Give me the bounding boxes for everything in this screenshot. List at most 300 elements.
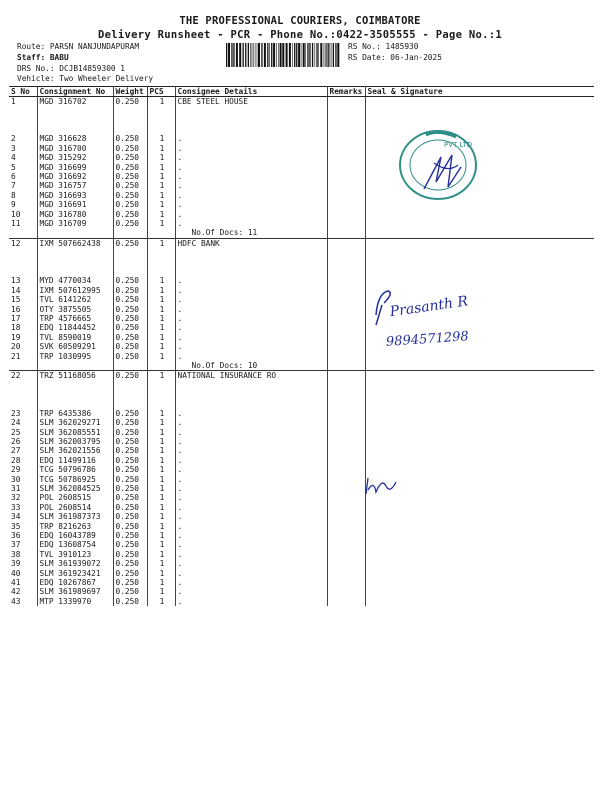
cell-consignee: .: [175, 522, 327, 531]
cell-pcs: 1: [147, 456, 175, 465]
cell-sno: 40: [9, 569, 37, 578]
cell-weight: 0.250: [113, 210, 147, 219]
blank-cell: [175, 106, 327, 134]
table-row: [9, 437, 594, 446]
cell-consignee: .: [175, 446, 327, 455]
cell-consignment: TVL 3910123: [37, 550, 113, 559]
table-row: [9, 286, 594, 295]
cell-sno: 26: [9, 437, 37, 446]
barcode-bar: [298, 43, 300, 67]
cell-weight: 0.250: [113, 181, 147, 190]
cell-consignee: .: [175, 323, 327, 332]
cell-remarks: [327, 305, 365, 314]
table-row: [9, 418, 594, 427]
table-row: [9, 493, 594, 502]
cell-weight: 0.250: [113, 172, 147, 181]
table-row: [9, 540, 594, 549]
barcode-bar: [333, 43, 334, 67]
receiver-initials: [360, 470, 410, 500]
cell-weight: 0.250: [113, 418, 147, 427]
cell-remarks: [327, 550, 365, 559]
cell-pcs: 1: [147, 352, 175, 361]
cell-pcs: 1: [147, 305, 175, 314]
cell-consignee: .: [175, 540, 327, 549]
cell-signature: [365, 219, 594, 228]
barcode-bar: [228, 43, 230, 67]
barcode-bar: [271, 43, 272, 67]
cell-sno: 18: [9, 323, 37, 332]
barcode-bar: [307, 43, 308, 67]
cell-consignee: .: [175, 210, 327, 219]
cell-consignment: SLM 362085551: [37, 428, 113, 437]
blank-cell: [327, 361, 365, 371]
blank-cell: [113, 361, 147, 371]
cell-remarks: [327, 597, 365, 606]
cell-consignee: .: [175, 342, 327, 351]
cell-weight: 0.250: [113, 597, 147, 606]
runsheet-table: [9, 86, 594, 606]
cell-weight: 0.250: [113, 569, 147, 578]
cell-consignment: TRZ 51168056: [37, 371, 113, 381]
cell-consignment: MGD 316780: [37, 210, 113, 219]
cell-pcs: 1: [147, 163, 175, 172]
barcode-bar: [273, 43, 275, 67]
cell-sno: 38: [9, 550, 37, 559]
cell-consignee: .: [175, 295, 327, 304]
cell-pcs: 1: [147, 446, 175, 455]
barcode-bar: [292, 43, 293, 67]
blank-row: [9, 248, 594, 276]
cell-consignee: .: [175, 512, 327, 521]
cell-consignment: TRP 6435386: [37, 409, 113, 418]
barcode-bar: [243, 43, 244, 67]
cell-remarks: [327, 342, 365, 351]
table-row: [9, 446, 594, 455]
cell-pcs: 1: [147, 144, 175, 153]
cell-sno: 36: [9, 531, 37, 540]
cell-signature: [365, 587, 594, 596]
table-row: [9, 484, 594, 493]
cell-consignee: .: [175, 493, 327, 502]
cell-weight: 0.250: [113, 305, 147, 314]
cell-sno: 27: [9, 446, 37, 455]
cell-weight: 0.250: [113, 550, 147, 559]
table-row: [9, 597, 594, 606]
cell-sno: 12: [9, 238, 37, 248]
cell-sno: 42: [9, 587, 37, 596]
table-row: [9, 200, 594, 209]
cell-consignee: .: [175, 191, 327, 200]
cell-weight: 0.250: [113, 503, 147, 512]
cell-consignee: .: [175, 305, 327, 314]
cell-weight: 0.250: [113, 456, 147, 465]
cell-sno: 30: [9, 475, 37, 484]
barcode-bar: [286, 43, 288, 67]
cell-signature: [365, 371, 594, 381]
cell-remarks: [327, 569, 365, 578]
cell-remarks: [327, 181, 365, 190]
cell-remarks: [327, 295, 365, 304]
barcode-bar: [278, 43, 279, 67]
table-row: [9, 578, 594, 587]
blank-cell: [327, 228, 365, 238]
cell-remarks: [327, 446, 365, 455]
barcode-bar: [261, 43, 262, 67]
blank-cell: [9, 248, 37, 276]
barcode-bar: [257, 43, 258, 67]
cell-pcs: 1: [147, 522, 175, 531]
table-row: [9, 465, 594, 474]
docs-count: No.Of Docs: 10: [175, 361, 327, 371]
cell-weight: 0.250: [113, 512, 147, 521]
cell-sno: 20: [9, 342, 37, 351]
svg-text:9894571298: 9894571298: [385, 329, 470, 350]
cell-pcs: 1: [147, 475, 175, 484]
cell-weight: 0.250: [113, 97, 147, 107]
cell-weight: 0.250: [113, 371, 147, 381]
table-row: [9, 153, 594, 162]
cell-pcs: 1: [147, 540, 175, 549]
cell-remarks: [327, 456, 365, 465]
cell-pcs: 1: [147, 569, 175, 578]
table-row: [9, 333, 594, 342]
cell-remarks: [327, 352, 365, 361]
barcode-bar: [316, 43, 317, 67]
barcode-bar: [276, 43, 277, 67]
cell-signature: [365, 418, 594, 427]
cell-sno: 10: [9, 210, 37, 219]
drs-number: DRS No.: DCJB14859300 1: [17, 64, 125, 73]
cell-consignment: TCG 50786925: [37, 475, 113, 484]
cell-consignee: .: [175, 503, 327, 512]
cell-sno: 33: [9, 503, 37, 512]
cell-remarks: [327, 200, 365, 209]
cell-pcs: 1: [147, 550, 175, 559]
cell-weight: 0.250: [113, 587, 147, 596]
cell-consignee: .: [175, 352, 327, 361]
cell-consignment: SLM 361939072: [37, 559, 113, 568]
svg-text:Prasanth R: Prasanth R: [388, 293, 469, 321]
table-row: [9, 219, 594, 228]
cell-signature: [365, 550, 594, 559]
table-row: [9, 134, 594, 143]
cell-pcs: 1: [147, 181, 175, 190]
barcode-bar: [296, 43, 297, 67]
table-row: [9, 172, 594, 181]
barcode-bar: [294, 43, 295, 67]
cell-consignee: .: [175, 597, 327, 606]
cell-pcs: 1: [147, 531, 175, 540]
cell-consignee: .: [175, 333, 327, 342]
barcode-bar: [315, 43, 316, 67]
cell-weight: 0.250: [113, 314, 147, 323]
cell-sno: 21: [9, 352, 37, 361]
cell-pcs: 1: [147, 323, 175, 332]
cell-remarks: [327, 238, 365, 248]
cell-remarks: [327, 428, 365, 437]
cell-sno: 24: [9, 418, 37, 427]
cell-pcs: 1: [147, 587, 175, 596]
blank-cell: [365, 228, 594, 238]
barcode-bar: [312, 43, 313, 67]
cell-remarks: [327, 409, 365, 418]
cell-remarks: [327, 134, 365, 143]
table-row: [9, 314, 594, 323]
cell-signature: [365, 503, 594, 512]
cell-pcs: 1: [147, 465, 175, 474]
barcode-bar: [303, 43, 305, 67]
cell-consignee: .: [175, 456, 327, 465]
receiver-signature: [368, 285, 498, 350]
cell-sno: 35: [9, 522, 37, 531]
cell-weight: 0.250: [113, 191, 147, 200]
cell-weight: 0.250: [113, 295, 147, 304]
cell-consignment: SLM 361923421: [37, 569, 113, 578]
cell-weight: 0.250: [113, 238, 147, 248]
cell-sno: 13: [9, 276, 37, 285]
cell-pcs: 1: [147, 200, 175, 209]
col-sno: S No: [9, 87, 37, 97]
cell-pcs: 1: [147, 191, 175, 200]
table-row: [9, 371, 594, 381]
cell-weight: 0.250: [113, 163, 147, 172]
cell-sno: 41: [9, 578, 37, 587]
cell-pcs: 1: [147, 578, 175, 587]
cell-weight: 0.250: [113, 153, 147, 162]
cell-consignment: MGD 316700: [37, 144, 113, 153]
cell-sno: 4: [9, 153, 37, 162]
barcode-bar: [301, 43, 302, 67]
blank-cell: [147, 248, 175, 276]
col-seal-signature: Seal & Signature: [365, 87, 594, 97]
table-row: [9, 295, 594, 304]
barcode-bar: [239, 43, 241, 67]
cell-remarks: [327, 314, 365, 323]
cell-weight: 0.250: [113, 578, 147, 587]
cell-consignment: OTY 3875505: [37, 305, 113, 314]
cell-sno: 31: [9, 484, 37, 493]
cell-consignment: SLM 362021556: [37, 446, 113, 455]
cell-consignee: .: [175, 276, 327, 285]
cell-sno: 14: [9, 286, 37, 295]
blank-cell: [113, 106, 147, 134]
blank-cell: [175, 248, 327, 276]
barcode-bar: [231, 43, 232, 67]
blank-cell: [365, 381, 594, 409]
cell-consignment: MTP 1339970: [37, 597, 113, 606]
barcode-bar: [289, 43, 291, 67]
cell-consignee: .: [175, 437, 327, 446]
cell-remarks: [327, 587, 365, 596]
barcode-bar: [245, 43, 246, 67]
cell-consignment: IXM 507662438: [37, 238, 113, 248]
cell-consignee: .: [175, 578, 327, 587]
col-consignee: Consignee Details: [175, 87, 327, 97]
blank-cell: [9, 106, 37, 134]
blank-cell: [37, 248, 113, 276]
table-row: [9, 191, 594, 200]
cell-remarks: [327, 531, 365, 540]
cell-sno: 11: [9, 219, 37, 228]
col-pcs: PCS: [147, 87, 175, 97]
cell-signature: [365, 446, 594, 455]
cell-sno: 32: [9, 493, 37, 502]
barcode-bar: [328, 43, 329, 67]
cell-signature: [365, 352, 594, 361]
cell-consignee: HDFC BANK: [175, 238, 327, 248]
cell-consignment: EDQ 10267867: [37, 578, 113, 587]
cell-remarks: [327, 323, 365, 332]
blank-cell: [147, 228, 175, 238]
cell-sno: 28: [9, 456, 37, 465]
cell-weight: 0.250: [113, 276, 147, 285]
cell-weight: 0.250: [113, 144, 147, 153]
table-row: [9, 305, 594, 314]
cell-signature: [365, 597, 594, 606]
blank-cell: [327, 381, 365, 409]
table-row: [9, 97, 594, 107]
docs-count-row: [9, 228, 594, 238]
cell-consignment: SLM 361987373: [37, 512, 113, 521]
cell-weight: 0.250: [113, 200, 147, 209]
cell-sno: 39: [9, 559, 37, 568]
blank-cell: [113, 381, 147, 409]
cell-pcs: 1: [147, 219, 175, 228]
cell-consignee: .: [175, 153, 327, 162]
cell-weight: 0.250: [113, 531, 147, 540]
cell-signature: [365, 428, 594, 437]
cell-consignment: TCG 50796786: [37, 465, 113, 474]
blank-cell: [37, 381, 113, 409]
table-row: [9, 503, 594, 512]
barcode-bar: [280, 43, 282, 67]
barcode-bar: [318, 43, 319, 67]
col-remarks: Remarks: [327, 87, 365, 97]
cell-signature: [365, 456, 594, 465]
cell-pcs: 1: [147, 484, 175, 493]
blank-cell: [175, 381, 327, 409]
cell-remarks: [327, 503, 365, 512]
route-text: Route: PARSN NANJUNDAPURAM: [17, 42, 140, 51]
table-row: [9, 238, 594, 248]
blank-cell: [113, 248, 147, 276]
blank-cell: [365, 361, 594, 371]
cell-sno: 5: [9, 163, 37, 172]
blank-cell: [365, 248, 594, 276]
cell-pcs: 1: [147, 276, 175, 285]
cell-pcs: 1: [147, 428, 175, 437]
cell-remarks: [327, 97, 365, 107]
cell-consignee: .: [175, 134, 327, 143]
barcode-bar: [258, 43, 260, 67]
cell-weight: 0.250: [113, 522, 147, 531]
cell-weight: 0.250: [113, 323, 147, 332]
barcode-bar: [324, 43, 325, 67]
cell-consignee: .: [175, 163, 327, 172]
cell-pcs: 1: [147, 238, 175, 248]
cell-pcs: 1: [147, 172, 175, 181]
table-row: [9, 522, 594, 531]
cell-pcs: 1: [147, 437, 175, 446]
cell-consignment: EDQ 11499116: [37, 456, 113, 465]
cell-remarks: [327, 276, 365, 285]
cell-consignment: EDQ 11844452: [37, 323, 113, 332]
cell-remarks: [327, 153, 365, 162]
cell-remarks: [327, 144, 365, 153]
cell-remarks: [327, 286, 365, 295]
cell-signature: [365, 512, 594, 521]
cell-signature: [365, 559, 594, 568]
blank-cell: [37, 106, 113, 134]
cell-sno: 19: [9, 333, 37, 342]
barcode-bar: [305, 43, 306, 67]
cell-weight: 0.250: [113, 219, 147, 228]
cell-remarks: [327, 333, 365, 342]
cell-pcs: 1: [147, 134, 175, 143]
cell-consignment: MGD 316628: [37, 134, 113, 143]
barcode-bar: [226, 43, 227, 67]
cell-consignment: MGD 316693: [37, 191, 113, 200]
cell-sno: 6: [9, 172, 37, 181]
cell-consignee: .: [175, 559, 327, 568]
cell-pcs: 1: [147, 97, 175, 107]
cell-pcs: 1: [147, 295, 175, 304]
barcode-bar: [248, 43, 249, 67]
cell-pcs: 1: [147, 559, 175, 568]
cell-remarks: [327, 371, 365, 381]
table-row: [9, 342, 594, 351]
cell-weight: 0.250: [113, 409, 147, 418]
cell-pcs: 1: [147, 286, 175, 295]
cell-consignee: .: [175, 465, 327, 474]
barcode-bar: [326, 43, 327, 67]
table-row: [9, 181, 594, 190]
cell-consignee: .: [175, 587, 327, 596]
cell-sno: 7: [9, 181, 37, 190]
cell-consignee: .: [175, 409, 327, 418]
cell-consignee: .: [175, 418, 327, 427]
barcode-bar: [267, 43, 268, 67]
blank-cell: [113, 228, 147, 238]
table-row: [9, 144, 594, 153]
cell-pcs: 1: [147, 418, 175, 427]
cell-remarks: [327, 540, 365, 549]
cell-pcs: 1: [147, 342, 175, 351]
barcode-bar: [253, 43, 254, 67]
table-row: [9, 559, 594, 568]
rs-number: RS No.: 1485930: [348, 42, 419, 51]
barcode-bar: [320, 43, 322, 67]
blank-cell: [147, 361, 175, 371]
cell-signature: [365, 238, 594, 248]
barcode-bar: [335, 43, 336, 67]
col-consignment: Consignment No: [37, 87, 113, 97]
barcode-bar: [233, 43, 234, 67]
barcode-bar: [250, 43, 251, 67]
cell-sno: 22: [9, 371, 37, 381]
cell-sno: 2: [9, 134, 37, 143]
cell-pcs: 1: [147, 210, 175, 219]
cell-consignment: MGD 316692: [37, 172, 113, 181]
barcode-bar: [236, 43, 238, 67]
cell-pcs: 1: [147, 503, 175, 512]
blank-cell: [327, 106, 365, 134]
staff-text: Staff: BABU: [17, 53, 69, 62]
cell-signature: [365, 531, 594, 540]
cell-sno: 1: [9, 97, 37, 107]
cell-pcs: 1: [147, 512, 175, 521]
table-row: [9, 456, 594, 465]
